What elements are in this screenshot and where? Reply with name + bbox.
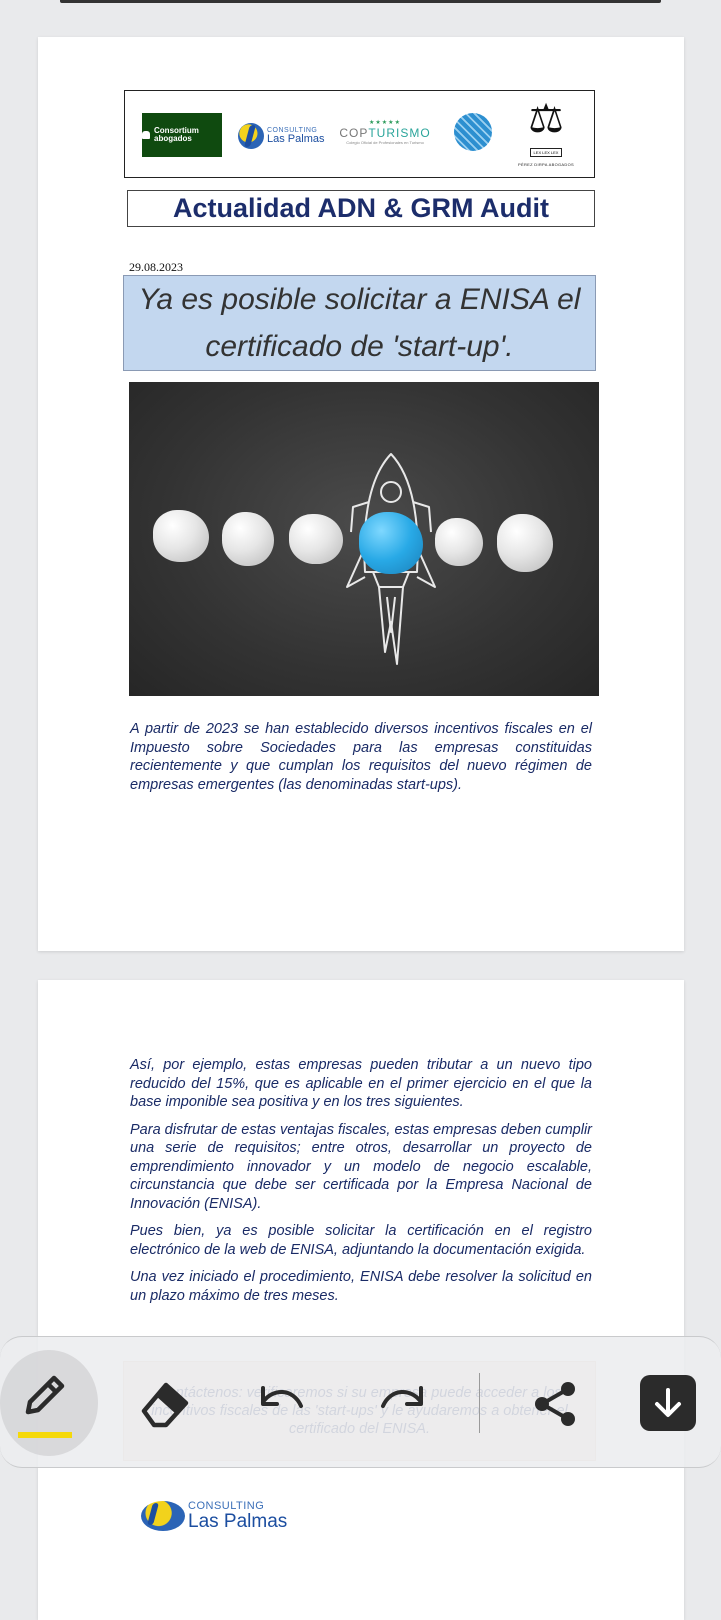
lp-big-text: Las Palmas: [267, 133, 325, 145]
download-button[interactable]: [640, 1375, 696, 1431]
download-icon: [650, 1385, 686, 1421]
crumpled-paper-ball: [222, 512, 274, 566]
copturismo-logo: [335, 119, 435, 159]
footer-logo-text: [188, 1501, 287, 1531]
pd-plate: LEX LEX LEX: [530, 148, 563, 157]
consulting-las-palmas-logo: [238, 121, 328, 151]
globe-logo: [453, 113, 493, 157]
intro-text: A partir de 2023 se han establecido diversos incentivos fiscales en el Impuesto sobre Sociedades para las empresas constituidas recientemente y que cumplan los requisitos del nuevo régimen de empresas emergentes (las denominadas start-ups).: [130, 721, 592, 793]
toolbar-divider: [479, 1373, 480, 1433]
lp-small-text: CONSULTING: [267, 127, 318, 134]
pen-color-indicator: [18, 1432, 72, 1438]
crumpled-paper-ball: [497, 514, 553, 572]
logo-banner: [124, 90, 595, 178]
redo-icon: [377, 1378, 429, 1430]
article-date: 29.08.2023: [129, 260, 183, 274]
crumpled-paper-ball: [289, 514, 343, 564]
newsletter-title-box: [127, 190, 595, 227]
intro-paragraph: [130, 720, 592, 803]
eraser-tool-button[interactable]: [130, 1369, 200, 1439]
undo-icon: [255, 1378, 307, 1430]
footer-consulting-logo: [141, 1501, 287, 1531]
cop-subtitle: Colegio Oficial de Profesionales en Turismo: [346, 140, 424, 145]
footer-logo-big: Las Palmas: [188, 1511, 288, 1532]
pen-icon: [20, 1370, 70, 1420]
share-button[interactable]: [520, 1369, 590, 1439]
scales-of-justice-icon: ⚖: [528, 97, 564, 141]
body-paragraphs: [130, 1056, 592, 1314]
crumpled-paper-ball: [435, 518, 483, 566]
window-top-edge: [60, 0, 661, 3]
paragraph: Así, por ejemplo, estas empresas pueden tributar a un nuevo tipo reducido del 15%, que es aplicable en el primer ejercicio en el que la base imponible sea positiva y en los tres siguientes.: [130, 1057, 592, 1110]
redo-button[interactable]: [368, 1369, 438, 1439]
paragraph: Pues bien, ya es posible solicitar la certificación en el registro electrónico de la web de ENISA, adjuntando la documentación exigida.: [130, 1223, 592, 1258]
paragraph: Para disfrutar de estas ventajas fiscales, estas empresas deben cumplir una serie de requisitos; entre otros, desarrollar un proyecto de emprendimiento innovador y un modelo de negocio escalable, circunstancia que debe ser certificada por la Empresa Nacional de Innovación (ENISA).: [130, 1121, 592, 1212]
consortium-logo: [142, 113, 222, 157]
document-page-1: [38, 37, 684, 951]
newsletter-title: Actualidad ADN & GRM Audit: [173, 193, 549, 223]
cop-name-a: COP: [339, 126, 369, 140]
globe-icon: [454, 113, 492, 151]
cop-stars: ★★★★★: [369, 120, 401, 126]
share-icon: [530, 1379, 580, 1429]
cop-name: [335, 126, 435, 140]
lp-swoosh-icon: [141, 1501, 185, 1531]
paragraph: Una vez iniciado el procedimiento, ENISA debe resolver la solicitud en un plazo máximo de tres meses.: [130, 1269, 592, 1304]
lp-swoosh-icon: [238, 123, 264, 149]
perez-dirpa-logo: [511, 97, 581, 173]
eraser-icon: [138, 1377, 192, 1431]
consortium-logo-text: Consortium abogados: [154, 126, 199, 143]
pd-caption: PÉREZ DIRPA ABOGADOS: [518, 162, 574, 167]
chat-bubble-icon: [142, 131, 150, 139]
article-headline-box: [123, 275, 596, 371]
undo-button[interactable]: [246, 1369, 316, 1439]
footer-logo-small: CONSULTING: [188, 1500, 265, 1512]
article-headline: Ya es posible solicitar a ENISA el certificado de 'start-up'.: [138, 283, 581, 363]
blue-paper-ball: [359, 512, 423, 574]
lp-logo-text: [267, 127, 324, 145]
annotation-toolbar: [0, 1336, 721, 1468]
pen-tool-button[interactable]: [0, 1350, 98, 1456]
cop-name-b: TURISMO: [368, 126, 431, 140]
rocket-hero-image: [129, 382, 599, 696]
crumpled-paper-ball: [153, 510, 209, 562]
document-page-2: [38, 980, 684, 1620]
